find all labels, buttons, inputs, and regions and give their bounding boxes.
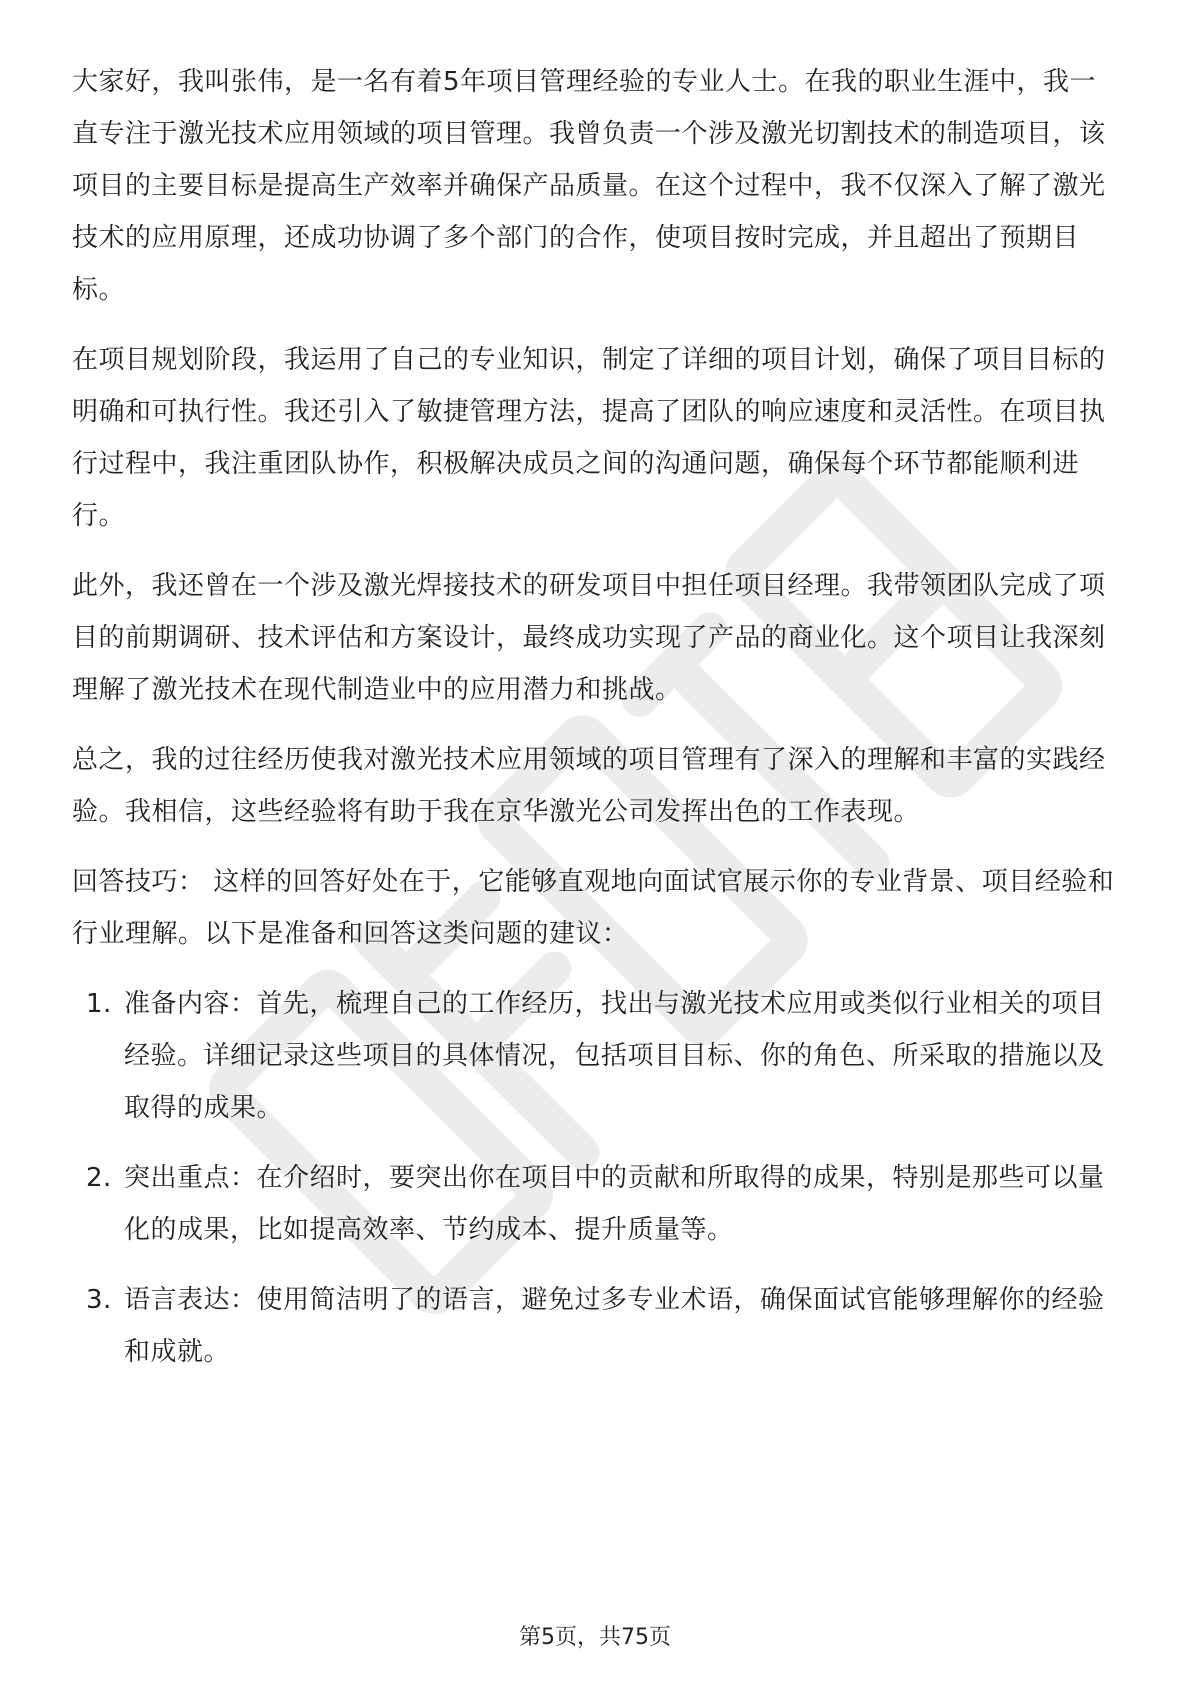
list-item xyxy=(72,1152,1118,1256)
list-item-number: 3. xyxy=(86,1285,112,1315)
page-number: 第5页，共75页 xyxy=(519,1625,671,1650)
summary-paragraph: 总之，我的过往经历使我对激光技术应用领域的项目管理有了深入的理解和丰富的实践经验。我相信，这些经验将有助于我在京华激光公司发挥出色的工作表现。 xyxy=(72,745,1106,827)
intro-paragraph: 大家好，我叫张伟，是一名有着5年项目管理经验的专业人士。在我的职业生涯中，我一直专注于激光技术应用领域的项目管理。我曾负责一个涉及激光切割技术的制造项目，该项目的主要目标是提高生产效率并确保产品质量。在这个过程中，我不仅深入了解了激光技术的应用原理，还成功协调了多个部门的合作，使项目按时完成，并且超出了预期目标。 xyxy=(72,67,1106,305)
list-item-text: 准备内容：首先，梳理自己的工作经历，找出与激光技术应用或类似行业相关的项目经验。详细记录这些项目的具体情况，包括项目目标、你的角色、所采取的措施以及取得的成果。 xyxy=(124,989,1105,1123)
list-item-text: 语言表达：使用简洁明了的语言，避免过多专业术语，确保面试官能够理解你的经验和成就。 xyxy=(124,1285,1105,1367)
list-item xyxy=(72,978,1118,1134)
list-item-number: 2. xyxy=(86,1163,112,1193)
list-item-number: 1. xyxy=(86,989,112,1019)
list-item xyxy=(72,1274,1118,1378)
tips-list xyxy=(72,978,1118,1378)
document-body xyxy=(72,56,1118,1396)
answer-tips-paragraph: 回答技巧： 这样的回答好处在于，它能够直观地向面试官展示你的专业背景、项目经验和行业理解。以下是准备和回答这类问题的建议： xyxy=(72,867,1115,949)
list-item-text: 突出重点：在介绍时，要突出你在项目中的贡献和所取得的成果，特别是那些可以量化的成果，比如提高效率、节约成本、提升质量等。 xyxy=(124,1163,1105,1245)
planning-paragraph: 在项目规划阶段，我运用了自己的专业知识，制定了详细的项目计划，确保了项目目标的明确和可执行性。我还引入了敏捷管理方法，提高了团队的响应速度和灵活性。在项目执行过程中，我注重团队协作，积极解决成员之间的沟通问题，确保每个环节都能顺利进行。 xyxy=(72,345,1106,531)
rd-project-paragraph: 此外，我还曾在一个涉及激光焊接技术的研发项目中担任项目经理。我带领团队完成了项目的前期调研、技术评估和方案设计，最终成功实现了产品的商业化。这个项目让我深刻理解了激光技术在现代制造业中的应用潜力和挑战。 xyxy=(72,571,1106,705)
